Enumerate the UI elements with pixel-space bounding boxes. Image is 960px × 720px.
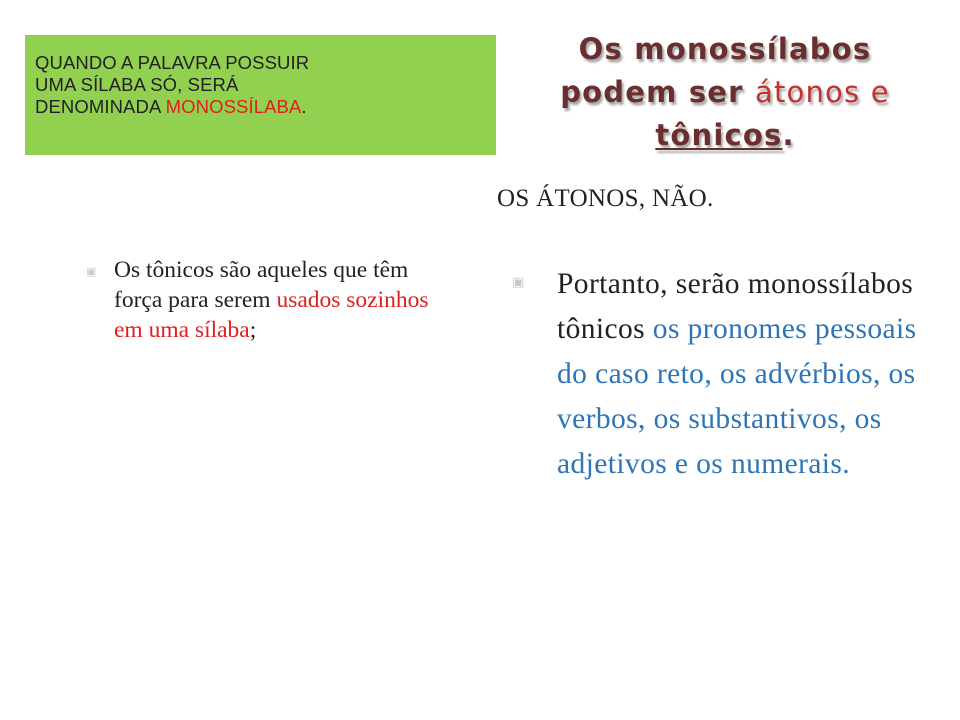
bullet-text-tonicos <box>114 255 456 345</box>
bullet-text-tonicos-red: usados sozinhos em uma sílaba <box>114 287 429 343</box>
bullet-text-portanto <box>557 262 932 487</box>
bullet-item-tonicos <box>86 255 456 345</box>
definition-line-1: QUANDO A PALAVRA POSSUIR <box>35 52 310 73</box>
bullet-item-portanto <box>512 262 932 487</box>
title-line-2 <box>515 71 935 114</box>
atonos-note: OS ÁTONOS, NÃO. <box>497 185 714 212</box>
bullet-text-portanto-blue: os pronomes pessoais do caso reto, os advérbios, os verbos, os substantivos, os adjetivos e os numerais. <box>557 313 917 480</box>
definition-line-2: UMA SÍLABA SÓ, SERÁ <box>35 74 239 95</box>
title-line-2-red: átonos e <box>754 75 890 109</box>
square-bullet-icon: ▣ <box>512 275 525 290</box>
title-line-3-end: . <box>782 118 795 152</box>
definition-box <box>25 35 496 155</box>
title-underlined-word: tônicos <box>655 118 783 152</box>
bullet-text-tonicos-end: ; <box>249 317 257 343</box>
square-bullet-icon: ▣ <box>86 265 97 278</box>
definition-line-3-suffix: . <box>301 96 307 117</box>
title-line-2-start: podem ser <box>560 75 755 109</box>
bullet-text-tonicos-start: Os tônicos são aqueles que têm força para serem <box>114 257 409 313</box>
title-line-3 <box>515 114 935 157</box>
title-line-1: Os monossílabos <box>578 32 872 66</box>
definition-line-3 <box>35 96 496 118</box>
definition-keyword: MONOSSÍLABA <box>165 96 302 117</box>
bullet-text-portanto-start: Portanto, serão monossílabos tônicos <box>557 268 914 345</box>
definition-line-3-prefix: DENOMINADA <box>35 96 166 117</box>
slide-title <box>515 28 935 157</box>
